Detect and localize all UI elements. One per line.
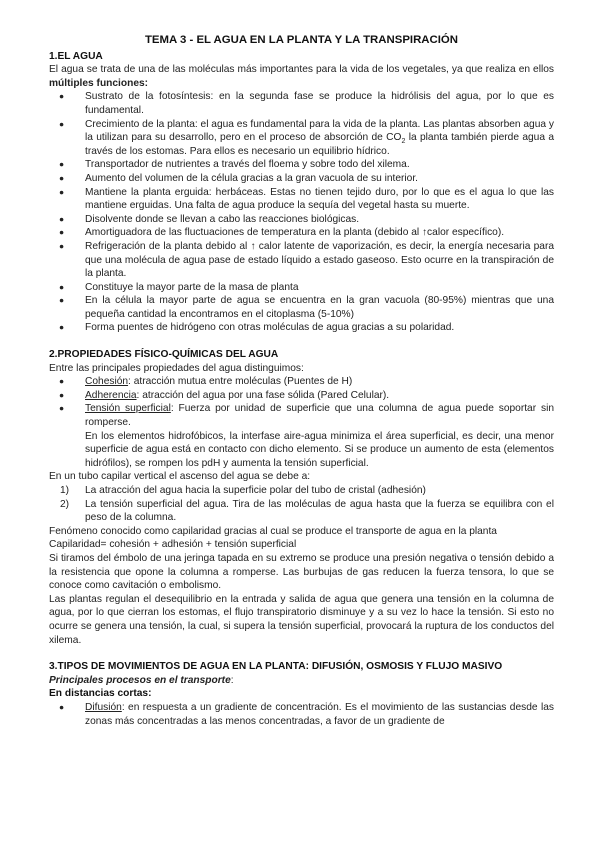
paragraph: Capilaridad= cohesión + adhesión + tensión superficial (49, 539, 297, 551)
co2-subscript: 2 (401, 138, 406, 146)
list-item (49, 375, 554, 389)
document-page (49, 34, 554, 728)
list-item: ● Transportador de nutrientes a través del floema y sobre todo del xilema. (49, 158, 554, 172)
process-text: : en respuesta a un gradiente de concentración. Es el movimiento de las sustancias desde las zonas más concentradas a las menos concentradas, a favor de un gradiente de (85, 701, 554, 727)
tension-extra: En los elementos hidrofóbicos, la interfase aire-agua minimiza el área superficial, es decir, una menor superficie de agua está en contacto con dicho elemento. Si se produce un aumento de esta (elementos hidrófilos), se rompen los pdH y aumenta la tensión superficial. (85, 430, 554, 469)
property-text: : Fuerza por unidad de superficie que una columna de agua puede soportar sin romperse. (85, 403, 554, 429)
list-item (49, 389, 554, 403)
list-item: ● Aumento del volumen de la célula gracias a la gran vacuola de su interior. (49, 172, 554, 186)
page-title: TEMA 3 - EL AGUA EN LA PLANTA Y LA TRANSPIRACIÓN (144, 34, 459, 46)
property-term: Adherencia (85, 389, 137, 401)
item-text: La atracción del agua hacia la superficie polar del tubo de cristal (adhesión) (85, 485, 426, 496)
subheading (49, 674, 554, 688)
list-item: ● En la célula la mayor parte de agua se encuentra en la gran vacuola (80-95%) mientras que una pequeña cantidad la encontramos en el citoplasma (5-10%) (49, 294, 554, 321)
list-item (49, 402, 554, 429)
subheading-text: Principales procesos en el transporte (49, 674, 231, 686)
paragraph: Fenómeno conocido como capilaridad gracias al cual se produce el transporte de agua en la planta (49, 525, 497, 537)
intro-bold: múltiples funciones: (49, 77, 149, 89)
subheading-colon: : (230, 674, 234, 686)
list-item (49, 701, 554, 728)
paragraph: Si tiramos del émbolo de una jeringa tapada en su extremo se produce una presión negativa o tensión debido a la resistencia que opone la columna a romperse. Las burbujas de gas reducen la fuerza tensora, lo que se conoce como cavitación o embolismo. (49, 552, 554, 592)
list-item (49, 118, 554, 159)
processes-list (49, 701, 554, 728)
section-2-heading: 2.PROPIEDADES FÍSICO-QUÍMICAS DEL AGUA (49, 349, 279, 361)
list-item: ● Sustrato de la fotosíntesis: en la segunda fase se produce la hidrólisis del agua, por lo que es fundamental. (49, 90, 554, 117)
list-item: ● Mantiene la planta erguida: herbáceas. Estas no tienen tejido duro, por lo que es el agua lo que las mantiene erguidas. Una falta de agua produce la sequía del vegetal hasta su muerte. (49, 186, 554, 213)
item-number: 1) (60, 485, 70, 496)
item-number: 2) (60, 498, 70, 510)
property-text: : atracción del agua por una fase sólida (Pared Celular). (136, 389, 390, 401)
section-1-intro (49, 63, 554, 90)
list-item (49, 498, 554, 525)
capillary-list (49, 484, 554, 525)
section-1-heading: 1.EL AGUA (49, 50, 103, 62)
list-item: ● Amortiguadora de las fluctuaciones de temperatura en la planta (debido al ↑calor específico). (49, 226, 554, 240)
section-3-heading: 3.TIPOS DE MOVIMIENTOS DE AGUA EN LA PLANTA: DIFUSIÓN, OSMOSIS Y FLUJO MASIVO (49, 661, 503, 673)
property-text: : atracción mutua entre moléculas (Puentes de H) (128, 376, 353, 388)
property-term: Tensión superficial (85, 403, 171, 415)
list-item: ● Refrigeración de la planta debido al ↑ calor latente de vaporización, es decir, la energía necesaria para que una molécula de agua pase de estado líquido a estado gaseoso. Esto ocurre en la transpiración de la planta. (49, 240, 554, 281)
list-item (49, 484, 554, 498)
intro-text: El agua se trata de una de las moléculas más importantes para la vida de los vegetales, ya que realiza en ellos (49, 64, 554, 76)
process-term: Difusión (85, 701, 122, 713)
spacer (49, 335, 554, 348)
item-text-tail: la planta también pierde agua a través de los estomas. Para ellos es necesario un equilibrio hídrico. (85, 132, 554, 157)
paragraph: Las plantas regulan el desequilibrio en la entrada y salida de agua que genera una tensión en la columna de agua, por lo que cierran los estomas, el flujo transpiratorio disminuye y a su vez lo hace la tensión. Si esto no ocurre se genera una tensión, la cual, si supera la tensión superficial, provocará la ruptura de los conductos del xilema. (49, 593, 554, 646)
list-item: ● Forma puentes de hidrógeno con otras moléculas de agua gracias a su polaridad. (49, 321, 554, 335)
item-text: Crecimiento de la planta: el agua es fundamental para la vida de la planta. Las plantas absorben agua y la utilizan para su desarrollo, pero en el proceso de absorción de CO (85, 118, 554, 144)
spacer (49, 647, 554, 660)
subheading-short-distances: En distancias cortas: (49, 688, 152, 700)
capillary-intro: En un tubo capilar vertical el ascenso del agua se debe a: (49, 471, 311, 483)
property-term: Cohesión (85, 376, 129, 388)
item-text: La tensión superficial del agua. Tira de las moléculas de agua hasta que la fuerza se equilibra con el peso de la columna. (85, 498, 554, 524)
list-item: ● Constituye la mayor parte de la masa de planta (49, 281, 554, 295)
list-item: ● Disolvente donde se llevan a cabo las reacciones biológicas. (49, 213, 554, 227)
section-2-intro: Entre las principales propiedades del agua distinguimos: (49, 362, 304, 374)
functions-list (49, 90, 554, 335)
properties-list (49, 375, 554, 429)
